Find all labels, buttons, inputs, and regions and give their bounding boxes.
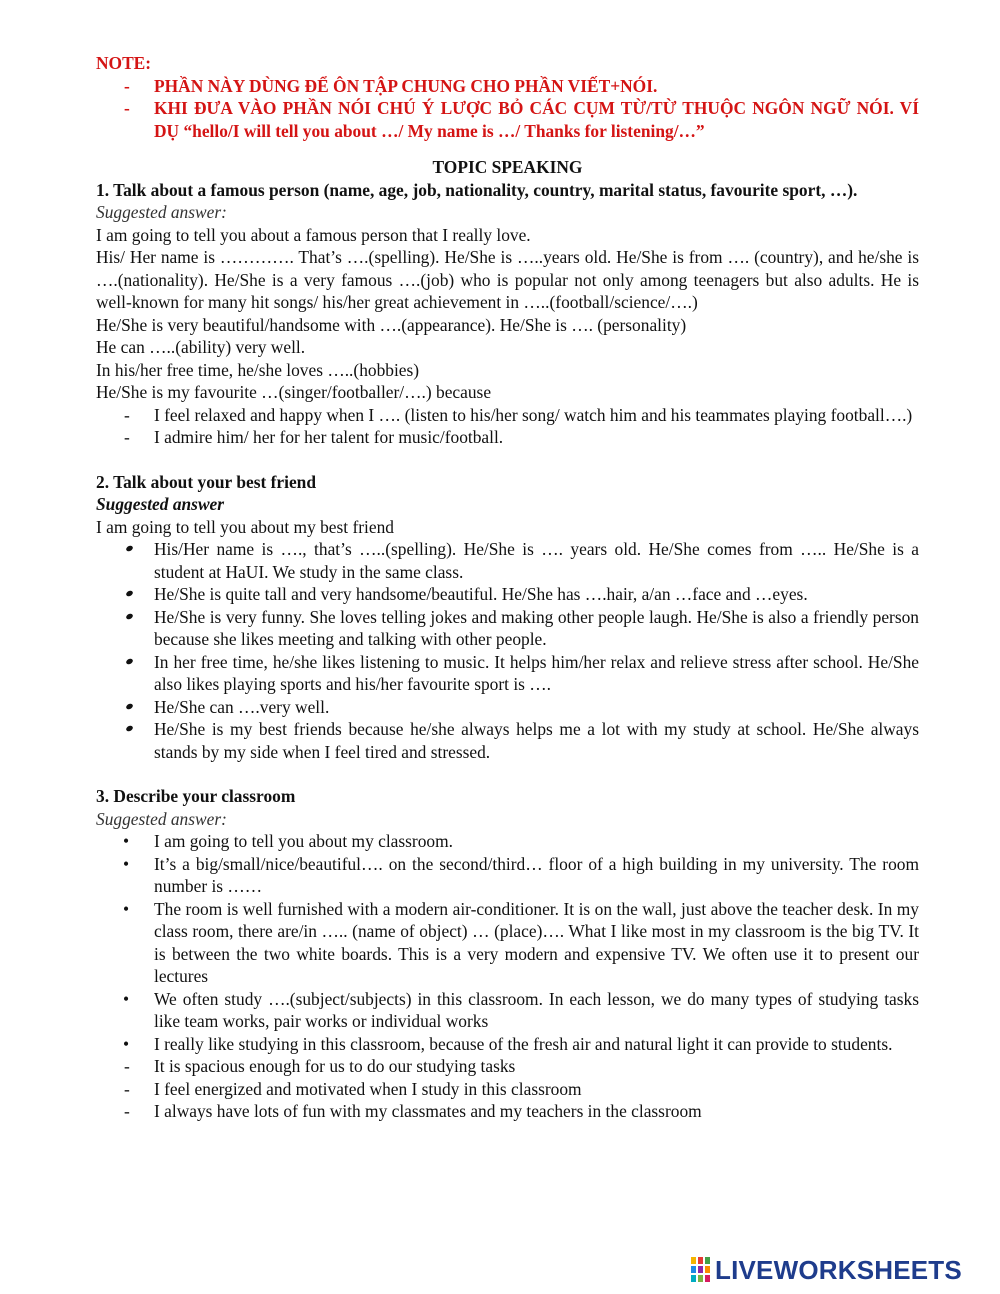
list-item: - I feel energized and motivated when I study in this classroom — [96, 1078, 919, 1101]
section-3-bullets — [96, 830, 919, 1055]
note-list — [96, 75, 919, 143]
section-3-title: 3. Describe your classroom — [96, 786, 296, 806]
liveworksheets-logo[interactable] — [690, 1253, 990, 1287]
note-item: - PHẦN NÀY DÙNG ĐỂ ÔN TẬP CHUNG CHO PHẦN VIẾT+NÓI. — [96, 75, 919, 98]
section-1-line: I am going to tell you about a famous person that I really love. — [96, 224, 531, 245]
list-item: His/Her name is …., that’s …..(spelling). He/She is …. years old. He/She comes from ….. He/She is a student at HaUI. We study in the same class. — [96, 538, 919, 583]
section-2-list — [96, 538, 919, 763]
list-item: - I admire him/ her for her talent for music/football. — [96, 426, 919, 449]
note-title: NOTE: — [96, 53, 152, 73]
section-1-line: He/She is very beautiful/handsome with ….(appearance). He/She is …. (personality) — [96, 314, 687, 335]
section-1-title: 1. Talk about a famous person (name, age, job, nationality, country, marital status, favourite sport, …). — [96, 179, 858, 200]
section-2-intro: I am going to tell you about my best friend — [96, 516, 395, 537]
section-1-line: In his/her free time, he/she loves …..(hobbies) — [96, 359, 420, 380]
list-item: He/She is very funny. She loves telling jokes and making other people laugh. He/She is also a friendly person because she likes meeting and talking with other people. — [96, 606, 919, 651]
section-1-line: His/ Her name is …………. That’s ….(spelling). He/She is …..years old. He/She is from …. (country), and he/she is ….(nationality). He/She is a very famous ….(job) who is popular not only among teenagers but also adults. He is well-known for many hit songs/ his/her great achievement in …..(football/science/….) — [96, 247, 919, 312]
section-2-title: 2. Talk about your best friend — [96, 471, 317, 492]
list-item: - I always have lots of fun with my classmates and my teachers in the classroom — [96, 1100, 919, 1123]
section-2-suggested: Suggested answer — [96, 494, 225, 514]
section-3-suggested: Suggested answer: — [96, 808, 227, 829]
liveworksheets-icon — [690, 1256, 712, 1284]
list-item: • I am going to tell you about my classroom. — [96, 830, 919, 853]
note-item: - KHI ĐƯA VÀO PHẦN NÓI CHÚ Ý LƯỢC BỎ CÁC CỤM TỪ/TỪ THUỘC NGÔN NGỮ NÓI. VÍ DỤ “hello/I will tell you about …/ My name is …/ Thanks for listening/…” — [96, 97, 919, 142]
section-1-line: He/She is my favourite …(singer/footballer/….) because — [96, 382, 492, 402]
topic-heading: TOPIC SPEAKING — [432, 157, 583, 177]
list-item: - I feel relaxed and happy when I …. (listen to his/her song/ watch him and his teammates playing football….) — [96, 404, 919, 427]
list-item: • I really like studying in this classroom, because of the fresh air and natural light it can provide to students. — [96, 1033, 919, 1056]
section-1-line: He can …..(ability) very well. — [96, 337, 306, 357]
list-item: • It’s a big/small/nice/beautiful…. on the second/third… floor of a high building in my university. The room number is …… — [96, 853, 919, 898]
list-item: In her free time, he/she likes listening to music. It helps him/her relax and relieve stress after school. He/She also likes playing sports and his/her favourite sport is …. — [96, 651, 919, 696]
logo-text: LIVEWORKSHEETS — [715, 1254, 962, 1285]
list-item: He/She is my best friends because he/she always helps me a lot with my study at school. He/She always stands by my side when I feel tired and stressed. — [96, 718, 919, 763]
list-item: • The room is well furnished with a modern air-conditioner. It is on the wall, just above the teacher desk. In my class room, there are/in ….. (name of object) … (place)…. What I like most in my classroom is the big TV. It is between the two white boards. This is a very modern and expensive TV. We often use it to present our lectures — [96, 898, 919, 988]
list-item: - It is spacious enough for us to do our studying tasks — [96, 1055, 919, 1078]
section-1-list — [96, 404, 919, 449]
section-1-suggested: Suggested answer: — [96, 202, 227, 222]
list-item: He/She is quite tall and very handsome/beautiful. He/She has ….hair, a/an …face and …eyes. — [96, 583, 919, 606]
list-item: • We often study ….(subject/subjects) in this classroom. In each lesson, we do many types of studying tasks like team works, pair works or individual works — [96, 988, 919, 1033]
section-3-dashes — [96, 1055, 919, 1123]
worksheet-page — [96, 52, 919, 1123]
list-item: He/She can ….very well. — [96, 696, 919, 719]
